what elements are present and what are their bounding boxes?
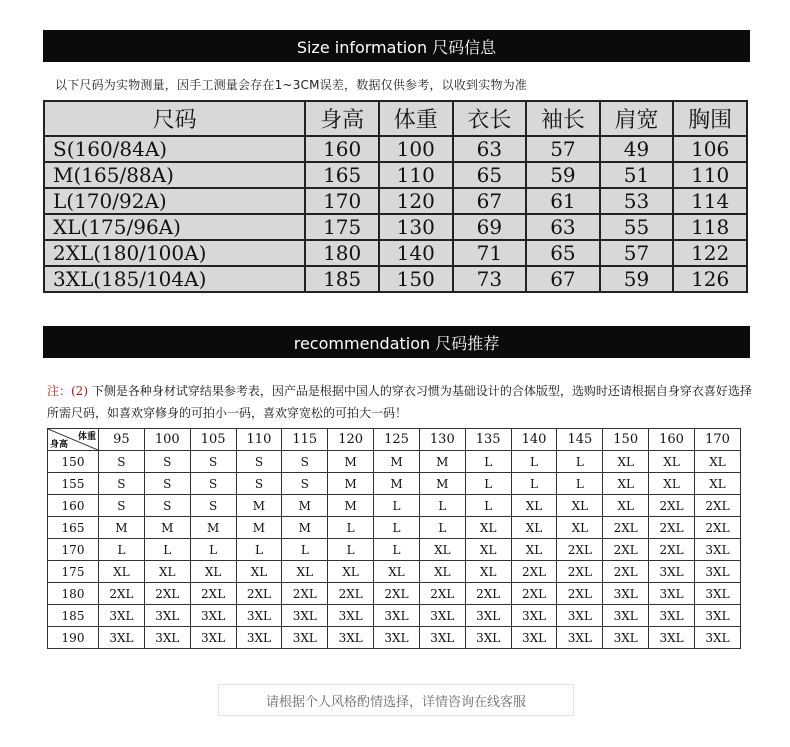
- size-table-row: [44, 136, 747, 162]
- recommended-size-cell: L: [144, 539, 190, 561]
- recommended-size-cell: XL: [328, 561, 374, 583]
- size-value-cell: 110: [379, 162, 453, 188]
- rec-table-header-row: [48, 429, 741, 451]
- size-value-cell: 100: [379, 136, 453, 162]
- recommended-size-cell: L: [190, 539, 236, 561]
- recommended-size-cell: 3XL: [649, 605, 695, 627]
- recommended-size-cell: M: [144, 517, 190, 539]
- recommended-size-cell: L: [328, 539, 374, 561]
- size-table-row: [44, 162, 747, 188]
- weight-header-cell: 105: [190, 429, 236, 451]
- recommended-size-cell: M: [236, 517, 282, 539]
- size-value-cell: 67: [453, 188, 527, 214]
- recommended-size-cell: 2XL: [649, 539, 695, 561]
- recommended-size-cell: 3XL: [419, 605, 465, 627]
- rec-table-row: [48, 583, 741, 605]
- size-value-cell: 120: [379, 188, 453, 214]
- recommended-size-cell: M: [374, 451, 420, 473]
- measurement-note: 以下尺码为实物测量，因手工测量会存在1~3CM误差，数据仅供参考，以收到实物为准: [55, 78, 528, 92]
- size-value-cell: 49: [600, 136, 674, 162]
- recommended-size-cell: L: [328, 517, 374, 539]
- recommended-size-cell: 3XL: [694, 627, 740, 649]
- rec-table-row: [48, 517, 741, 539]
- size-table: [43, 100, 748, 293]
- recommended-size-cell: 3XL: [236, 605, 282, 627]
- recommended-size-cell: M: [190, 517, 236, 539]
- recommended-size-cell: M: [282, 517, 328, 539]
- size-table-header-cell: 胸围: [673, 101, 747, 136]
- size-value-cell: 63: [453, 136, 527, 162]
- weight-header-cell: 110: [236, 429, 282, 451]
- recommended-size-cell: 2XL: [465, 583, 511, 605]
- recommended-size-cell: L: [419, 517, 465, 539]
- weight-header-cell: 160: [649, 429, 695, 451]
- recommended-size-cell: XL: [557, 495, 603, 517]
- recommended-size-cell: L: [557, 473, 603, 495]
- rec-table-row: [48, 539, 741, 561]
- height-cell: 155: [48, 473, 99, 495]
- rec-table-row: [48, 627, 741, 649]
- size-value-cell: 59: [600, 266, 674, 292]
- recommended-size-cell: 3XL: [465, 627, 511, 649]
- size-table-header-cell: 肩宽: [600, 101, 674, 136]
- recommended-size-cell: XL: [557, 517, 603, 539]
- rec-table-row: [48, 473, 741, 495]
- recommended-size-cell: L: [419, 495, 465, 517]
- height-cell: 150: [48, 451, 99, 473]
- size-table-header-cell: 衣长: [453, 101, 527, 136]
- size-table-body: [44, 136, 747, 292]
- recommended-size-cell: L: [282, 539, 328, 561]
- size-value-cell: 61: [526, 188, 600, 214]
- recommended-size-cell: 3XL: [374, 627, 420, 649]
- recommended-size-cell: 3XL: [603, 583, 649, 605]
- recommended-size-cell: M: [419, 473, 465, 495]
- weight-header-cell: 145: [557, 429, 603, 451]
- recommended-size-cell: 3XL: [511, 605, 557, 627]
- weight-header-cell: 130: [419, 429, 465, 451]
- size-value-cell: 126: [673, 266, 747, 292]
- recommended-size-cell: 2XL: [511, 561, 557, 583]
- recommended-size-cell: 3XL: [282, 627, 328, 649]
- rec-table-row: [48, 451, 741, 473]
- rec-table-row: [48, 561, 741, 583]
- recommended-size-cell: M: [282, 495, 328, 517]
- recommended-size-cell: L: [374, 495, 420, 517]
- weight-header-cell: 120: [328, 429, 374, 451]
- size-value-cell: 65: [526, 240, 600, 266]
- size-value-cell: 165: [305, 162, 379, 188]
- recommended-size-cell: 3XL: [694, 605, 740, 627]
- recommended-size-cell: S: [144, 451, 190, 473]
- size-value-cell: 65: [453, 162, 527, 188]
- recommended-size-cell: XL: [649, 451, 695, 473]
- recommended-size-cell: 3XL: [144, 627, 190, 649]
- size-value-cell: 53: [600, 188, 674, 214]
- recommended-size-cell: XL: [694, 473, 740, 495]
- recommended-size-cell: 3XL: [419, 627, 465, 649]
- size-information-header: [43, 30, 750, 62]
- recommended-size-cell: L: [374, 517, 420, 539]
- height-cell: 160: [48, 495, 99, 517]
- size-table-header-row: [44, 101, 747, 136]
- recommended-size-cell: 2XL: [236, 583, 282, 605]
- note-prefix: 注：(2): [47, 384, 88, 398]
- size-value-cell: 59: [526, 162, 600, 188]
- size-table-row: [44, 214, 747, 240]
- rec-table-row: [48, 495, 741, 517]
- recommended-size-cell: 3XL: [144, 605, 190, 627]
- size-value-cell: 118: [673, 214, 747, 240]
- size-value-cell: 51: [600, 162, 674, 188]
- size-value-cell: 106: [673, 136, 747, 162]
- recommended-size-cell: XL: [282, 561, 328, 583]
- height-cell: 165: [48, 517, 99, 539]
- corner-weight-label: 体重: [77, 432, 96, 442]
- size-label-cell: XL(175/96A): [44, 214, 305, 240]
- size-value-cell: 160: [305, 136, 379, 162]
- size-value-cell: 170: [305, 188, 379, 214]
- recommended-size-cell: L: [465, 495, 511, 517]
- recommended-size-cell: XL: [236, 561, 282, 583]
- size-table-row: [44, 240, 747, 266]
- recommended-size-cell: M: [328, 495, 374, 517]
- note-text: 下侧是各种身材试穿结果参考表，因产品是根据中国人的穿衣习惯为基础设计的合体版型，选购时还请根据自身穿衣喜好选择所需尺码，如喜欢穿修身的可拍小一码，喜欢穿宽松的可拍大一码！: [47, 384, 752, 420]
- size-table-row: [44, 266, 747, 292]
- recommended-size-cell: XL: [603, 495, 649, 517]
- recommended-size-cell: XL: [649, 473, 695, 495]
- recommended-size-cell: XL: [419, 561, 465, 583]
- recommended-size-cell: 3XL: [603, 627, 649, 649]
- recommended-size-cell: 3XL: [557, 627, 603, 649]
- weight-header-cell: 125: [374, 429, 420, 451]
- size-value-cell: 110: [673, 162, 747, 188]
- recommended-size-cell: L: [236, 539, 282, 561]
- size-value-cell: 63: [526, 214, 600, 240]
- recommended-size-cell: 3XL: [649, 627, 695, 649]
- footer-text: 请根据个人风格酌情选择，详情咨询在线客服: [265, 694, 526, 710]
- recommended-size-cell: XL: [603, 473, 649, 495]
- recommended-size-cell: 3XL: [190, 605, 236, 627]
- recommended-size-cell: 3XL: [465, 605, 511, 627]
- size-label-cell: S(160/84A): [44, 136, 305, 162]
- recommended-size-cell: 3XL: [694, 539, 740, 561]
- height-cell: 190: [48, 627, 99, 649]
- height-cell: 175: [48, 561, 99, 583]
- recommended-size-cell: L: [465, 473, 511, 495]
- recommended-size-cell: 3XL: [557, 605, 603, 627]
- recommended-size-cell: S: [236, 451, 282, 473]
- recommended-size-cell: S: [144, 495, 190, 517]
- recommended-size-cell: XL: [465, 561, 511, 583]
- weight-header-cell: 140: [511, 429, 557, 451]
- recommended-size-cell: S: [99, 495, 145, 517]
- recommended-size-cell: M: [328, 473, 374, 495]
- recommended-size-cell: L: [374, 539, 420, 561]
- recommended-size-cell: 3XL: [649, 583, 695, 605]
- size-value-cell: 140: [379, 240, 453, 266]
- recommended-size-cell: M: [99, 517, 145, 539]
- recommended-size-cell: XL: [419, 539, 465, 561]
- recommended-size-cell: 3XL: [190, 627, 236, 649]
- recommended-size-cell: 3XL: [99, 605, 145, 627]
- size-value-cell: 130: [379, 214, 453, 240]
- recommended-size-cell: 2XL: [557, 561, 603, 583]
- recommended-size-cell: 3XL: [511, 627, 557, 649]
- recommended-size-cell: S: [99, 451, 145, 473]
- size-table-header-cell: 身高: [305, 101, 379, 136]
- recommended-size-cell: 2XL: [190, 583, 236, 605]
- recommendation-title: recommendation 尺码推荐: [293, 333, 500, 353]
- recommended-size-cell: 2XL: [557, 539, 603, 561]
- recommended-size-cell: S: [282, 473, 328, 495]
- size-label-cell: L(170/92A): [44, 188, 305, 214]
- recommended-size-cell: S: [282, 451, 328, 473]
- recommended-size-cell: S: [236, 473, 282, 495]
- size-value-cell: 71: [453, 240, 527, 266]
- recommended-size-cell: 2XL: [649, 495, 695, 517]
- weight-header-cell: 95: [99, 429, 145, 451]
- recommendation-header: [43, 326, 750, 358]
- recommended-size-cell: XL: [99, 561, 145, 583]
- rec-table-corner: [48, 429, 99, 451]
- weight-header-cell: 135: [465, 429, 511, 451]
- size-value-cell: 122: [673, 240, 747, 266]
- recommended-size-cell: XL: [465, 517, 511, 539]
- recommended-size-cell: XL: [144, 561, 190, 583]
- size-value-cell: 57: [526, 136, 600, 162]
- size-table-header-cell: 尺码: [44, 101, 305, 136]
- recommended-size-cell: 2XL: [649, 517, 695, 539]
- size-value-cell: 69: [453, 214, 527, 240]
- recommended-size-cell: 3XL: [99, 627, 145, 649]
- size-value-cell: 180: [305, 240, 379, 266]
- size-value-cell: 57: [600, 240, 674, 266]
- size-table-header-cell: 袖长: [526, 101, 600, 136]
- recommended-size-cell: L: [99, 539, 145, 561]
- recommended-size-cell: 3XL: [649, 561, 695, 583]
- recommended-size-cell: L: [511, 473, 557, 495]
- recommended-size-cell: 2XL: [694, 495, 740, 517]
- weight-header-cell: 150: [603, 429, 649, 451]
- recommended-size-cell: L: [511, 451, 557, 473]
- recommended-size-cell: XL: [511, 495, 557, 517]
- size-value-cell: 73: [453, 266, 527, 292]
- recommended-size-cell: XL: [603, 451, 649, 473]
- size-table-row: [44, 188, 747, 214]
- recommended-size-cell: 3XL: [328, 605, 374, 627]
- height-cell: 185: [48, 605, 99, 627]
- recommended-size-cell: 2XL: [99, 583, 145, 605]
- corner-height-label: 身高: [50, 440, 69, 450]
- size-label-cell: 2XL(180/100A): [44, 240, 305, 266]
- recommended-size-cell: 3XL: [603, 605, 649, 627]
- weight-header-cell: 170: [694, 429, 740, 451]
- recommended-size-cell: 3XL: [694, 583, 740, 605]
- recommended-size-cell: S: [190, 473, 236, 495]
- height-cell: 170: [48, 539, 99, 561]
- recommended-size-cell: XL: [190, 561, 236, 583]
- recommended-size-cell: 2XL: [603, 539, 649, 561]
- recommended-size-cell: S: [190, 451, 236, 473]
- recommended-size-cell: 3XL: [694, 561, 740, 583]
- recommended-size-cell: M: [374, 473, 420, 495]
- size-value-cell: 175: [305, 214, 379, 240]
- recommended-size-cell: XL: [511, 517, 557, 539]
- size-table-header-cell: 体重: [379, 101, 453, 136]
- recommended-size-cell: 2XL: [694, 517, 740, 539]
- weight-header-cell: 115: [282, 429, 328, 451]
- size-value-cell: 114: [673, 188, 747, 214]
- recommended-size-cell: 2XL: [328, 583, 374, 605]
- recommended-size-cell: 2XL: [282, 583, 328, 605]
- size-value-cell: 67: [526, 266, 600, 292]
- recommended-size-cell: M: [419, 451, 465, 473]
- recommended-size-cell: 3XL: [282, 605, 328, 627]
- recommended-size-cell: 2XL: [557, 583, 603, 605]
- recommended-size-cell: 3XL: [236, 627, 282, 649]
- recommended-size-cell: 2XL: [603, 561, 649, 583]
- recommended-size-cell: L: [465, 451, 511, 473]
- recommended-size-cell: L: [557, 451, 603, 473]
- recommended-size-cell: 2XL: [374, 583, 420, 605]
- size-value-cell: 55: [600, 214, 674, 240]
- recommended-size-cell: 3XL: [374, 605, 420, 627]
- recommended-size-cell: 2XL: [603, 517, 649, 539]
- rec-table-body: [48, 451, 741, 649]
- recommendation-table: [47, 428, 741, 649]
- recommended-size-cell: 2XL: [144, 583, 190, 605]
- recommended-size-cell: 2XL: [511, 583, 557, 605]
- recommended-size-cell: M: [236, 495, 282, 517]
- recommended-size-cell: S: [99, 473, 145, 495]
- recommended-size-cell: S: [190, 495, 236, 517]
- recommended-size-cell: 3XL: [328, 627, 374, 649]
- size-value-cell: 185: [305, 266, 379, 292]
- size-label-cell: 3XL(185/104A): [44, 266, 305, 292]
- recommended-size-cell: XL: [374, 561, 420, 583]
- recommended-size-cell: XL: [465, 539, 511, 561]
- recommended-size-cell: XL: [694, 451, 740, 473]
- footer-note: [218, 684, 574, 716]
- recommended-size-cell: XL: [511, 539, 557, 561]
- size-label-cell: M(165/88A): [44, 162, 305, 188]
- recommended-size-cell: M: [328, 451, 374, 473]
- recommended-size-cell: 2XL: [419, 583, 465, 605]
- rec-table-row: [48, 605, 741, 627]
- size-value-cell: 150: [379, 266, 453, 292]
- weight-header-cell: 100: [144, 429, 190, 451]
- height-cell: 180: [48, 583, 99, 605]
- size-information-title: Size information 尺码信息: [296, 37, 497, 57]
- recommended-size-cell: S: [144, 473, 190, 495]
- recommendation-note: [47, 380, 752, 424]
